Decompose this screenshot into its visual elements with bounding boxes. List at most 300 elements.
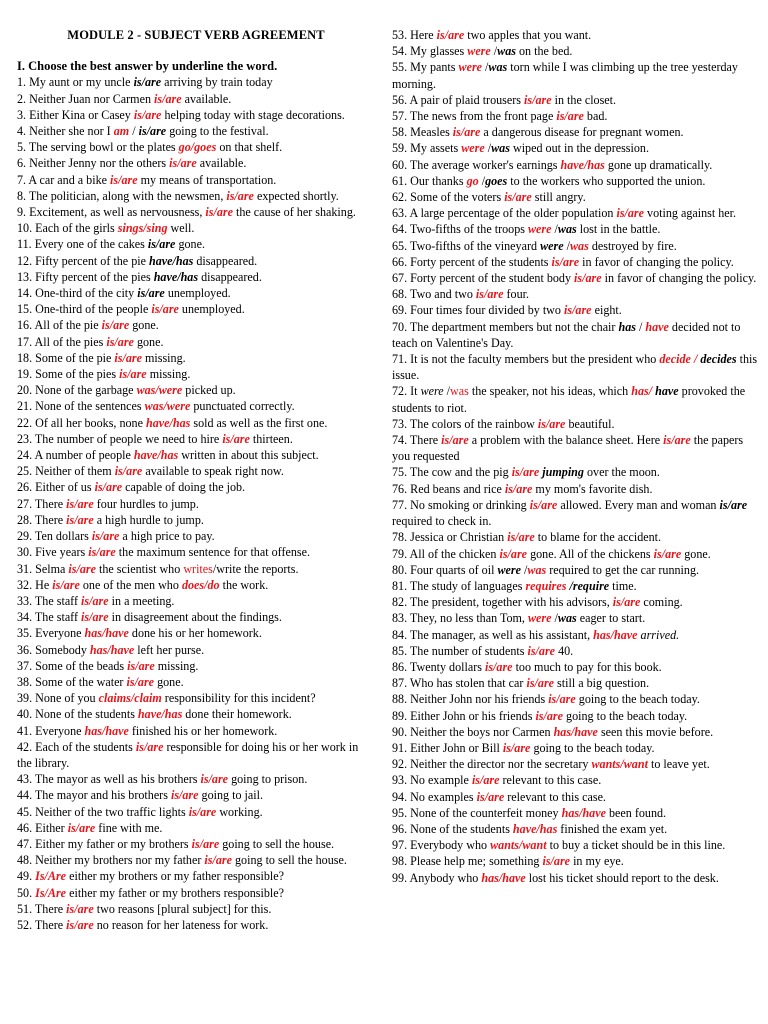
exercise-item [17,301,375,317]
verb-choice[interactable]: is/are [511,465,540,480]
verb-choice[interactable]: is/are [147,237,176,252]
sentence-text: 56. A pair of plaid trousers [392,92,525,107]
verb-choice[interactable]: is/are [537,416,566,431]
sentence-text: the papers you requested [392,433,744,464]
sentence-text: done their homework. [182,707,292,722]
exercise-item [392,643,762,659]
verb-choice[interactable]: is/are [441,433,469,448]
sentence-text: too much to pay for this book. [512,659,662,674]
verb-choice[interactable]: is/are [226,188,254,203]
sentence-text: 18. Some of the pie [17,350,115,365]
verb-choice[interactable]: was/were [136,383,183,398]
verb-choice[interactable]: is/are [88,545,116,560]
verb-choice[interactable]: was [557,222,577,237]
sentence-text: time. [609,578,637,593]
exercise-item [17,885,375,901]
sentence-text: 40. [555,643,574,658]
sentence-text: 2. Neither Juan nor Carmen [17,91,155,106]
exercise-item [392,108,762,124]
verb-choice[interactable]: is/are [114,464,143,479]
exercise-item [392,708,762,724]
verb-choice[interactable]: is/are [170,788,199,803]
exercise-item [17,123,375,139]
exercise-item [17,723,375,739]
verb-choice[interactable]: has/have [561,805,606,820]
sentence-text: 64. Two-fifths of the troops [392,222,528,237]
exercise-item [17,674,375,690]
exercise-item [17,334,375,350]
verb-choice[interactable]: is/are [133,75,162,90]
sentence-text: available. [196,156,247,171]
verb-choice[interactable]: have [655,384,679,399]
verb-choice[interactable]: Is/Are [35,869,67,884]
sentence-text: 93. No example [392,773,472,788]
sentence-text: / [482,60,489,75]
sentence-text: 81. The study of languages [392,578,526,593]
verb-choice[interactable]: is/are [526,676,555,691]
sentence-text: unemployed. [164,286,231,301]
verb-choice[interactable]: is/are [535,708,563,723]
verb-choice[interactable]: decides [700,352,737,367]
instructions: I. Choose the best answer by underline the word. [17,59,278,74]
sentence-text: 12. Fifty percent of the pie [17,253,149,268]
verb-choice[interactable]: does/do [181,577,220,592]
verb-choice[interactable]: is/are [542,854,571,869]
exercise-item [17,366,375,382]
sentence-text: 46. Either [17,820,68,835]
sentence-text: 7. A car and a bike [17,172,111,187]
sentence-text: /write the reports. [212,561,299,576]
verb-choice[interactable]: were [540,238,564,253]
exercise-item [392,853,762,869]
verb-choice[interactable]: is/are [91,529,120,544]
exercise-item [17,382,375,398]
sentence-text: 72. It [392,384,421,399]
verb-choice[interactable]: sings/sing [117,221,168,236]
sentence-text: 31. Selma [17,561,69,576]
sentence-text: 1. My aunt or my uncle [17,75,134,90]
verb-choice[interactable]: is/are [81,593,109,608]
verb-choice[interactable]: is/are [222,431,250,446]
verb-choice[interactable]: is/are [484,659,513,674]
verb-choice[interactable]: have/has [560,157,605,172]
verb-choice[interactable]: has/have [593,627,638,642]
verb-choice[interactable]: was [497,44,516,59]
sentence-text: punctuated correctly. [190,399,295,414]
exercise-item [392,627,762,643]
sentence-text: gone up dramatically. [604,157,713,172]
sentence-text: finished his or her homework. [128,723,278,738]
sentence-text: 70. The department members but not the chair [392,319,619,334]
exercise-item [17,317,375,333]
verb-choice[interactable]: requires [525,578,567,593]
verb-choice[interactable]: was [491,141,510,156]
verb-choice[interactable]: go/goes [178,140,217,155]
sentence-text: 32. He [17,577,53,592]
sentence-text: 48. Neither my brothers nor my father [17,853,205,868]
sentence-text: 58. Measles [392,125,453,140]
verb-choice[interactable]: has [618,319,636,334]
exercise-item [17,577,375,593]
exercise-item [17,139,375,155]
sentence-text: required to check in. [392,514,492,529]
verb-choice[interactable]: have [645,319,669,334]
verb-choice[interactable]: is/are [527,643,556,658]
exercise-item [392,351,762,383]
verb-choice[interactable]: is/are [564,303,592,318]
verb-choice[interactable]: is/are [114,350,142,365]
sentence-text: sold as well as the first one. [190,415,328,430]
sentence-text: 82. The president, together with his advisors, [392,595,613,610]
sentence-text: destroyed by fire. [588,238,677,253]
exercise-item [392,157,762,173]
sentence-text: 49. [17,869,36,884]
exercise-item [17,172,375,188]
verb-choice[interactable]: is/are [524,92,552,107]
sentence-text: 28. There [17,512,67,527]
verb-choice[interactable]: Is/Are [35,885,67,900]
sentence-text: disappeared. [198,269,262,284]
exercise-item [17,155,375,171]
verb-choice[interactable]: is/are [133,107,162,122]
verb-choice[interactable]: is/are [81,610,109,625]
verb-choice[interactable]: have/has [512,821,558,836]
exercise-item [17,236,375,252]
exercise-item [17,706,375,722]
sentence-text: 68. Two and two [392,287,476,302]
sentence-text: going to the beach today. [563,708,688,723]
verb-choice[interactable]: is/are [151,302,179,317]
exercise-item [17,463,375,479]
verb-choice[interactable]: arrived. [640,627,680,642]
verb-choice[interactable]: decide / [659,352,698,367]
exercise-item [392,302,762,318]
sentence-text: helping today with stage decorations. [161,107,345,122]
sentence-text: 62. Some of the voters [392,190,505,205]
sentence-text: 29. Ten dollars [17,529,92,544]
verb-choice[interactable]: has/have [89,642,135,657]
sentence-text: 17. All of the pies [17,334,107,349]
verb-choice[interactable]: is/are [653,546,682,561]
sentence-text: to buy a ticket should be in this line. [546,838,726,853]
sentence-text: 25. Neither of them [17,464,115,479]
verb-choice[interactable]: have/has [137,707,183,722]
verb-choice[interactable]: is/are [436,28,465,42]
sentence-text: a high hurdle to jump. [93,512,204,527]
sentence-text: 38. Some of the water [17,674,127,689]
verb-choice[interactable]: is/are [504,481,533,496]
sentence-text: 42. Each of the students [17,739,136,754]
sentence-text: 20. None of the garbage [17,383,137,398]
verb-choice[interactable]: is/are [551,254,580,269]
sentence-text: 16. All of the pie [17,318,102,333]
verb-choice[interactable]: has/have [481,870,526,885]
sentence-text: in my eye. [570,854,624,869]
verb-choice[interactable]: were [467,44,491,59]
verb-choice[interactable]: is/are [475,287,504,302]
verb-choice[interactable]: am [113,124,130,139]
sentence-text: missing. [154,658,199,673]
verb-choice[interactable]: were [458,60,483,75]
verb-choice[interactable]: /require [569,578,610,593]
exercise-item [17,625,375,641]
verb-choice[interactable]: was [488,60,508,75]
sentence-text: going to prison. [228,772,308,787]
verb-choice[interactable]: is/are [66,496,94,511]
sentence-text: gone. [154,674,184,689]
exercise-item [17,528,375,544]
sentence-text: 37. Some of the beads [17,658,128,673]
sentence-text: / [478,173,486,188]
sentence-text: eager to start. [576,611,646,626]
sentence-text: 94. No examples [392,789,477,804]
sentence-text: 63. A large percentage of the older population [392,206,617,221]
verb-choice[interactable]: wants/want [591,757,648,772]
sentence-text: 76. Red beans and rice [392,481,505,496]
exercise-item [17,447,375,463]
verb-choice[interactable]: is/are [110,172,138,187]
sentence-text: a problem with the balance sheet. Here [468,433,664,448]
exercise-item [392,238,762,254]
verb-choice[interactable]: is/are [719,497,748,512]
sentence-text: two reasons [plural subject] for this. [93,901,272,916]
verb-choice[interactable]: have/has [149,253,194,268]
verb-choice[interactable]: were [461,141,485,156]
sentence-text: gone. [129,318,159,333]
sentence-text: 43. The mayor as well as his brothers [17,772,201,787]
verb-choice[interactable]: is/are [612,595,641,610]
sentence-text: one of the men who [79,577,182,592]
sentence-text: going to sell the house. [219,836,335,851]
exercise-item [17,836,375,852]
sentence-text: the scientist who [95,561,184,576]
verb-choice[interactable]: is/are [476,789,505,804]
exercise-item [392,821,762,837]
sentence-text: 40. None of the students [17,707,138,722]
verb-choice[interactable]: writes [183,561,213,576]
verb-choice[interactable]: go [466,173,479,188]
sentence-text: 36. Somebody [17,642,90,657]
verb-choice[interactable]: is/are [499,546,528,561]
verb-choice[interactable]: goes [485,173,508,188]
exercise-item [17,496,375,512]
verb-choice[interactable]: have/has [133,448,179,463]
verb-choice[interactable]: have/has [145,415,191,430]
verb-choice[interactable]: was [527,562,547,577]
sentence-text: 14. One-third of the city [17,286,138,301]
sentence-text: left her purse. [134,642,205,657]
sentence-text: a dangerous disease for pregnant women. [480,125,684,140]
verb-choice[interactable]: is/are [663,433,691,448]
exercise-item [392,464,762,480]
sentence-text: / [521,562,528,577]
exercise-item [17,479,375,495]
sentence-text: gone. [133,334,164,349]
exercise-item [17,269,375,285]
sentence-text: coming. [640,595,683,610]
sentence-text: in disagreement about the findings. [108,610,282,625]
sentence-text: 87. Who has stolen that car [392,676,527,691]
sentence-text: thirteen. [249,431,293,446]
verb-choice[interactable]: is/are [616,206,645,221]
verb-choice[interactable]: is/are [548,692,576,707]
exercise-item [392,691,762,707]
sentence-text: 52. There [17,917,67,932]
verb-choice[interactable]: is/are [101,318,130,333]
sentence-text: either my father or my brothers responsible? [66,885,285,900]
sentence-text: this issue. [392,352,758,383]
verb-choice[interactable]: has/have [84,723,129,738]
sentence-text: going to jail. [198,788,264,803]
exercise-item [17,253,375,269]
exercise-item [392,772,762,788]
verb-choice[interactable]: is/are [507,530,535,545]
sentence-text: 86. Twenty dollars [392,659,485,674]
verb-choice[interactable]: is/are [52,577,80,592]
sentence-text: 65. Two-fifths of the vineyard [392,238,541,253]
exercise-item [17,91,375,107]
exercise-item [392,529,762,545]
verb-choice[interactable]: was/were [144,399,191,414]
verb-choice[interactable]: is/are [66,512,94,527]
verb-choice[interactable]: is/are [127,658,155,673]
sentence-text: 11. Every one of the cakes [17,237,148,252]
verb-choice[interactable]: is/are [452,125,481,140]
sentence-text: capable of doing the job. [122,480,246,495]
sentence-text: done his or her homework. [128,626,262,641]
sentence-text: missing. [141,350,186,365]
verb-choice[interactable]: were [420,384,444,399]
sentence-text: bad. [583,109,608,124]
verb-choice[interactable]: is/are [200,772,229,787]
verb-choice[interactable]: were [497,562,521,577]
exercise-item [392,43,762,59]
sentence-text: / [484,141,492,156]
sentence-text: 69. Four times four divided by two [392,303,564,318]
sentence-text: 24. A number of people [17,448,134,463]
sentence-text: 97. Everybody who [392,838,491,853]
sentence-text: in favor of changing the policy. [601,271,757,286]
sentence-text: 71. It is not the faculty members but the president who [392,352,660,367]
sentence-text: 26. Either of us [17,480,95,495]
sentence-text: working. [216,804,263,819]
exercise-item [17,561,375,577]
verb-choice[interactable]: is/are [191,836,220,851]
verb-choice[interactable]: is/are [138,124,167,139]
verb-choice[interactable]: is/are [66,917,94,932]
sentence-text: responsible for doing his or her work in the library. [17,739,359,770]
verb-choice[interactable]: was [450,384,469,399]
sentence-text: 53. Here [392,28,437,42]
sentence-text: going to sell the house. [231,853,347,868]
sentence-text: 41. Everyone [17,723,85,738]
sentence-text: gone. All of the chickens [527,546,654,561]
verb-choice[interactable]: is/are [126,674,155,689]
exercise-item [17,107,375,123]
verb-choice[interactable]: has/have [84,626,129,641]
verb-choice[interactable]: is/are [556,109,584,124]
sentence-text: / [443,384,451,399]
sentence-text: missing. [146,367,191,382]
verb-choice[interactable]: is/are [205,205,233,220]
verb-choice[interactable]: is/are [169,156,197,171]
sentence-text: 50. [17,885,36,900]
sentence-text: / [551,222,558,237]
sentence-text: 45. Neither of the two traffic lights [17,804,189,819]
verb-choice[interactable]: has/have [553,724,598,739]
verb-choice[interactable]: was [569,238,589,253]
sentence-text: 99. Anybody who [392,870,482,885]
sentence-text: / [563,238,570,253]
verb-choice[interactable]: is/are [66,901,94,916]
sentence-text: the work. [219,577,269,592]
verb-choice[interactable]: have/has [153,269,199,284]
sentence-text: either my brothers or my father responsible? [66,869,285,884]
verb-choice[interactable]: is/are [574,271,602,286]
verb-choice[interactable]: is/are [137,286,165,301]
exercise-item [17,204,375,220]
exercise-item [17,917,375,933]
sentence-text: 79. All of the chicken [392,546,500,561]
sentence-text: eight. [591,303,622,318]
exercise-item [392,140,762,156]
sentence-text: 80. Four quarts of oil [392,562,498,577]
verb-choice[interactable]: is/are [204,853,232,868]
exercise-item [17,901,375,917]
verb-choice[interactable]: is/are [135,739,164,754]
verb-choice[interactable]: is/are [504,190,532,205]
verb-choice[interactable]: is/are [529,497,558,512]
sentence-text: 83. They, no less than Tom, [392,611,528,626]
exercise-item [17,642,375,658]
exercise-item [17,804,375,820]
sentence-text: the maximum sentence for that offense. [115,545,311,560]
exercise-item [392,59,762,91]
verb-choice[interactable]: is/are [68,561,96,576]
verb-choice[interactable]: has/ [631,384,653,399]
verb-choice[interactable]: is/are [154,91,182,106]
sentence-text: to leave yet. [647,757,710,772]
verb-choice[interactable]: is/are [106,334,134,349]
exercise-item [17,739,375,771]
verb-choice[interactable]: is/are [94,480,123,495]
sentence-text: 57. The news from the front page [392,109,557,124]
verb-choice[interactable]: claims/claim [98,691,162,706]
verb-choice[interactable]: is/are [119,367,147,382]
exercise-item [17,188,375,204]
verb-choice[interactable]: is/are [502,740,531,755]
verb-choice[interactable]: is/are [471,773,500,788]
verb-choice[interactable]: wants/want [490,838,547,853]
exercise-item [392,383,762,415]
exercise-item [392,416,762,432]
exercise-item [392,578,762,594]
verb-choice[interactable]: were [527,222,552,237]
exercise-item [392,675,762,691]
sentence-text: 67. Forty percent of the student body [392,271,575,286]
verb-choice[interactable]: is/are [188,804,217,819]
sentence-text: 60. The average worker's earnings [392,157,561,172]
verb-choice[interactable]: jumping [542,465,584,480]
exercise-item [392,124,762,140]
sentence-text: on the bed. [515,44,573,59]
sentence-text: 88. Neither John nor his friends [392,692,549,707]
verb-choice[interactable]: is/are [67,820,96,835]
sentence-text: lost his ticket should report to the desk. [525,870,719,885]
verb-choice[interactable]: were [527,611,552,626]
sentence-text: 34. The staff [17,610,82,625]
verb-choice[interactable]: was [557,611,577,626]
